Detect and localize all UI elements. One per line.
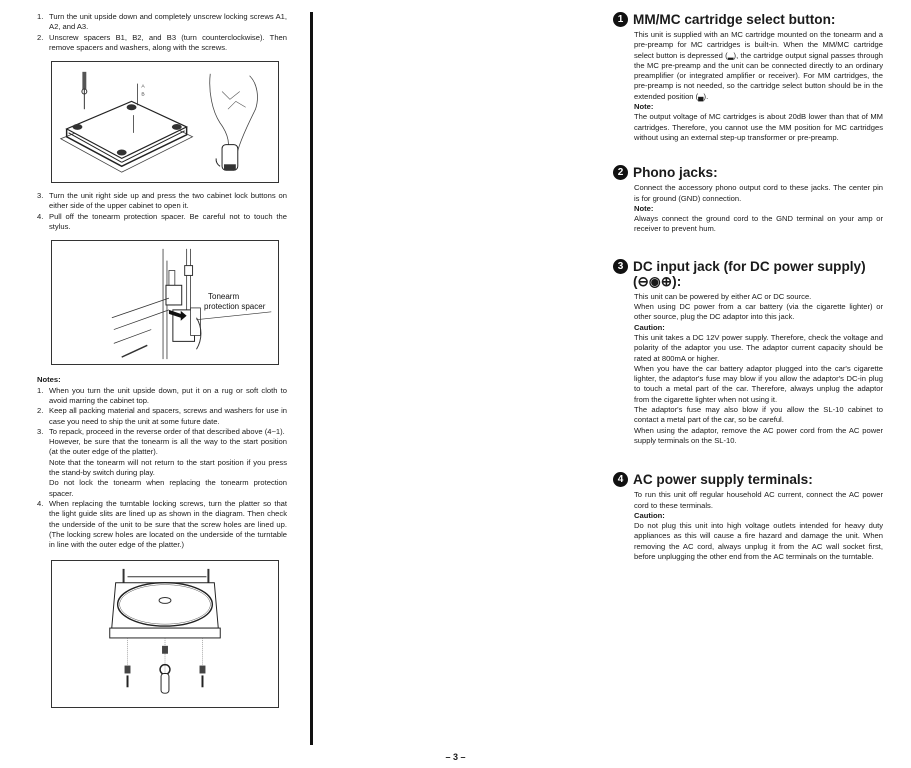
step-text: Turn the unit right side up and press the two cabinet lock buttons on either side of the upper cabinet to open it. — [49, 191, 287, 211]
figure-tonearm-protection-spacer — [51, 240, 279, 365]
turntable-underside-illustration — [52, 62, 278, 182]
section-body — [634, 183, 883, 234]
note-text: The output voltage of MC cartridges is about 20dB lower than that of MM cartridges. Therefore, you cannot use the MM position for MC cartridges without using an external step-up transformer or pre-preamp. — [634, 112, 883, 142]
section-text: This unit can be powered by either AC or DC source. — [634, 291, 812, 301]
number-badge-icon: 2 — [613, 165, 628, 180]
section-title: Phono jacks: — [633, 165, 718, 181]
section-text: This unit is supplied with an MC cartridge mounted on the tonearm and a pre-preamp for MC cartridges is built-in. When the MM/MC cartridge select button is depressed (▂), the cartridge output signal passes through the MC pre-preamp and the unit can be connected directly to an ordinary preamplifier (or integrated amplifier or receiver). For MM cartridges, the pre-preamp is not needed, so the cartridge select button should be in the extended position (▄). — [634, 30, 883, 101]
figure-label-a: A — [141, 84, 145, 90]
label-line: protection spacer — [204, 301, 266, 311]
note-text: Do not lock the tonearm when replacing the tonearm protection spacer. — [49, 478, 287, 498]
note-text: However, be sure that the tonearm is all the way to the start position (at the outer edge of the platter). — [49, 437, 287, 457]
section-title: MM/MC cartridge select button: — [633, 12, 836, 27]
caution-label: Caution: — [634, 510, 665, 520]
step-number: 1. — [37, 12, 44, 21]
section-heading — [613, 165, 883, 180]
left-column — [37, 12, 287, 708]
right-column — [613, 12, 883, 572]
number-badge-icon: 3 — [613, 259, 628, 274]
step-number: 4. — [37, 211, 44, 221]
dc-polarity-symbol: (⊖◉⊕): — [633, 273, 682, 289]
label-line: Tonearm — [208, 292, 240, 302]
section-text: Connect the accessory phono output cord to these jacks. The center pin is for ground (GND) connection. — [634, 183, 883, 203]
steps-middle — [37, 191, 287, 232]
note-text: To repack, proceed in the reverse order of that described above (4~1). — [49, 426, 285, 436]
note-text: Keep all packing material and spacers, screws and washers for use in case you need to ship the unit at some future date. — [49, 406, 287, 426]
section-title: AC power supply terminals: — [633, 472, 813, 488]
step-number: 2. — [37, 32, 44, 42]
note-text: Always connect the ground cord to the GND terminal on your amp or receiver to prevent hum. — [634, 214, 883, 234]
step-item — [37, 212, 287, 233]
section-dc-input-jack — [613, 259, 883, 446]
caution-text: When you have the car battery adaptor plugged into the car's cigarette lighter, the adaptor's fuse may blow if you allow the adaptor's DC-in plug to touch a metal part of the car. Therefore, always unplug the adaptor from the cigarette lighter when not using it. — [634, 363, 883, 404]
step-text: Turn the unit upside down and completely unscrew locking screws A1, A2, and A3. — [49, 12, 287, 32]
caution-text: The adaptor's fuse may also blow if you allow the SL-10 cabinet to contact a metal part of the car, so be careful. — [634, 405, 883, 425]
note-item — [37, 427, 287, 499]
step-text: Unscrew spacers B1, B2, and B3 (turn counterclockwise). Then remove spacers and washers, along with the screws. — [49, 32, 287, 52]
note-text: Note that the tonearm will not return to the start position if you press the stand-by switch during play. — [49, 457, 287, 478]
number-badge-icon: 4 — [613, 472, 628, 487]
step-text: Pull off the tonearm protection spacer. Be careful not to touch the stylus. — [49, 211, 287, 232]
note-number: 4. — [37, 498, 44, 508]
step-number: 3. — [37, 191, 44, 201]
note-number: 1. — [37, 385, 44, 395]
section-body — [634, 292, 883, 446]
caution-text: Do not plug this unit into high voltage outlets intended for heavy duty appliances as this will cause a fire hazard and damage the unit. When removing the AC cord, always unplug it from the AC wall socket first, before unplugging the other end from the AC terminals on the turntable. — [634, 521, 883, 561]
turntable-screws-illustration — [52, 561, 278, 707]
figure-label-b: B — [141, 92, 145, 98]
caution-text: This unit takes a DC 12V power supply. Therefore, check the voltage and polarity of the adaptor you use. The adaptor current capacity should be rated at 800mA or higher. — [634, 332, 883, 363]
figure-turntable-locking-screws — [51, 560, 279, 708]
note-item — [37, 406, 287, 427]
note-label: Note: — [634, 102, 654, 112]
tonearm-spacer-label — [204, 292, 265, 311]
note-number: 3. — [37, 426, 44, 436]
notes-title: Notes: — [37, 375, 61, 385]
note-text: When you turn the unit upside down, put it on a rug or soft cloth to avoid marring the cabinet top. — [49, 385, 287, 405]
figure-unscrew-locking-screws — [51, 61, 279, 183]
note-label: Note: — [634, 203, 654, 213]
column-divider — [310, 12, 313, 745]
note-item — [37, 386, 287, 407]
section-body — [634, 30, 883, 143]
step-item — [37, 191, 287, 212]
section-heading — [613, 12, 883, 27]
note-item — [37, 499, 287, 550]
section-body — [634, 490, 883, 562]
step-item — [37, 33, 287, 54]
section-text: To run this unit off regular household AC current, connect the AC power cord to these terminals. — [634, 490, 883, 510]
section-phono-jacks — [613, 165, 883, 234]
step-item — [37, 12, 287, 33]
section-text: When using DC power from a car battery (via the cigarette lighter) or other source, plug the DC adaptor into this jack. — [634, 302, 883, 322]
steps-top — [37, 12, 287, 53]
section-heading — [613, 259, 883, 289]
number-badge-icon: 1 — [613, 12, 628, 27]
note-number: 2. — [37, 406, 44, 416]
note-text: When replacing the turntable locking screws, turn the platter so that the light guide slits are lined up as shown in the diagram. Then check the underside of the unit to be sure that the screw holes are lined up. (The locking screw holes are located on the underside of the turntable in line with the outer edge of the platter.) — [49, 498, 287, 550]
page-number: – 3 – — [445, 752, 466, 762]
caution-text: When using the adaptor, remove the AC power cord from the AC power supply terminals on the SL-10. — [634, 425, 883, 445]
section-ac-power-supply-terminals — [613, 472, 883, 562]
section-heading — [613, 472, 883, 487]
section-title: DC input jack (for DC power supply) — [633, 258, 866, 274]
caution-label: Caution: — [634, 322, 665, 332]
notes-list — [37, 386, 287, 551]
section-mm-mc-cartridge-select — [613, 12, 883, 143]
